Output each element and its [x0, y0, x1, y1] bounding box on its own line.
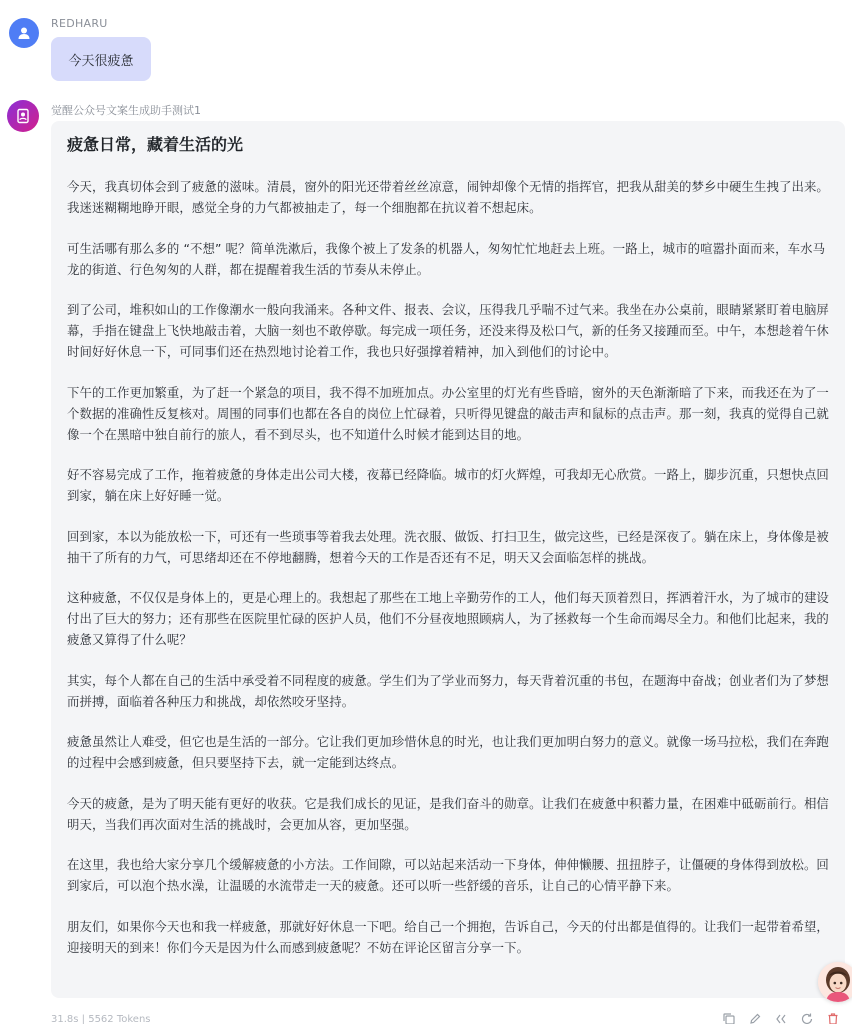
article-paragraph: 到了公司，堆积如山的工作像潮水一般向我涌来。各种文件、报表、会议，压得我几乎喘不过气来。我坐在办公桌前，眼睛紧紧盯着电脑屏幕，手指在键盘上飞快地敲击着，大脑一刻也不敢停歇。每完成一项任务，还没来得及松口气，新的任务又接踵而至。中午，本想趁着午休时间好好休息一下，可同事们还在热烈地讨论着工作，我也只好强撑着精神，加入到他们的讨论中。: [67, 302, 829, 359]
user-name: REDHARU: [51, 17, 108, 30]
article-paragraph: 好不容易完成了工作，拖着疲惫的身体走出公司大楼，夜幕已经降临。城市的灯火辉煌，可我却无心欣赏。一路上，脚步沉重，只想快点回到家，躺在床上好好睡一觉。: [67, 467, 829, 503]
quote-icon[interactable]: [774, 1012, 788, 1024]
refresh-icon[interactable]: [800, 1012, 814, 1024]
user-icon: [16, 25, 32, 41]
girl-avatar-icon: [818, 962, 852, 1002]
bot-name: 觉醒公众号文案生成助手测试1: [51, 104, 201, 117]
article-paragraph: 在这里，我也给大家分享几个缓解疲惫的小方法。工作间隙，可以站起来活动一下身体，伸伸懒腰、扭扭脖子，让僵硬的身体得到放松。回到家后，可以泡个热水澡，让温暖的水流带走一天的疲惫。还可以听一些舒缓的音乐，让自己的心情平静下来。: [67, 857, 829, 893]
copy-icon[interactable]: [722, 1012, 736, 1024]
article-paragraph: 其实，每个人都在自己的生活中承受着不同程度的疲惫。学生们为了学业而努力，每天背着沉重的书包，在题海中奋战；创业者们为了梦想而拼搏，面临着各种压力和挑战，却依然咬牙坚持。: [67, 672, 829, 709]
user-message-bubble: 今天很疲惫: [51, 37, 151, 81]
article-paragraph: 今天的疲惫，是为了明天能有更好的收获。它是我们成长的见证，是我们奋斗的勋章。让我们在疲惫中积蓄力量，在困难中砥砺前行。相信明天，当我们再次面对生活的挑战时，会更加从容，更加坚强。: [67, 795, 829, 832]
assistant-helper-avatar[interactable]: [818, 962, 852, 1002]
response-meta: 31.8s | 5562 Tokens: [51, 1014, 151, 1024]
article-paragraph: 这种疲惫，不仅仅是身体上的，更是心理上的。我想起了那些在工地上辛勤劳作的工人，他们每天顶着烈日，挥洒着汗水，为了城市的建设付出了巨大的努力；还有那些在医院里忙碌的医护人员，他们不分昼夜地照顾病人，为了拯救每一个生命而竭尽全力。和他们比起来，我的疲惫又算得了什么呢？: [67, 590, 829, 647]
edit-icon[interactable]: [748, 1012, 762, 1024]
article-paragraph: 可生活哪有那么多的 “不想” 呢？简单洗漱后，我像个被上了发条的机器人，匆匆忙忙地赶去上班。一路上，城市的喧嚣扑面而来，车水马龙的街道、行色匆匆的人群，都在提醒着我生活的节奏从未停止。: [67, 240, 826, 277]
message-toolbar: [722, 1012, 840, 1024]
bot-avatar[interactable]: [7, 100, 39, 132]
article-paragraph: 回到家，本以为能放松一下，可还有一些琐事等着我去处理。洗衣服、做饭、打扫卫生，做完这些，已经是深夜了。躺在床上，身体像是被抽干了所有的力气，可思绪却还在不停地翻腾，想着今天的工作是否还有不足，明天又会面临怎样的挑战。: [67, 528, 829, 565]
delete-icon[interactable]: [826, 1012, 840, 1024]
assistant-message-bubble: [51, 121, 845, 998]
bot-logo-icon: [14, 107, 32, 125]
article-title: 疲惫日常，藏着生活的光: [67, 135, 244, 154]
article-paragraph: 疲惫虽然让人难受，但它也是生活的一部分。它让我们更加珍惜休息的时光，也让我们更加明白努力的意义。就像一场马拉松，我们在奔跑的过程中会感到疲惫，但只要坚持下去，就一定能到达终点。: [67, 734, 829, 770]
article-paragraph: 今天，我真切体会到了疲惫的滋味。清晨，窗外的阳光还带着丝丝凉意，闹钟却像个无情的指挥官，把我从甜美的梦乡中硬生生拽了出来。我迷迷糊糊地睁开眼，感觉全身的力气都被抽走了，每一个细胞都在抗议着不想起床。: [67, 179, 829, 215]
article-paragraph: 朋友们，如果你今天也和我一样疲惫，那就好好休息一下吧。给自己一个拥抱，告诉自己，今天的付出都是值得的。让我们一起带着希望，迎接明天的到来！你们今天是因为什么而感到疲惫呢？不妨在评论区留言分享一下。: [67, 918, 829, 955]
user-avatar[interactable]: [9, 18, 39, 48]
article-paragraph: 下午的工作更加繁重，为了赶一个紧急的项目，我不得不加班加点。办公室里的灯光有些昏暗，窗外的天色渐渐暗了下来，而我还在为了一个数据的准确性反复核对。周围的同事们也都在各自的岗位上忙碌着，只听得见键盘的敲击声和鼠标的点击声。那一刻，我真的觉得自己就像一个在黑暗中独自前行的旅人，看不到尽头，也不知道什么时候才能到达目的地。: [67, 384, 829, 442]
